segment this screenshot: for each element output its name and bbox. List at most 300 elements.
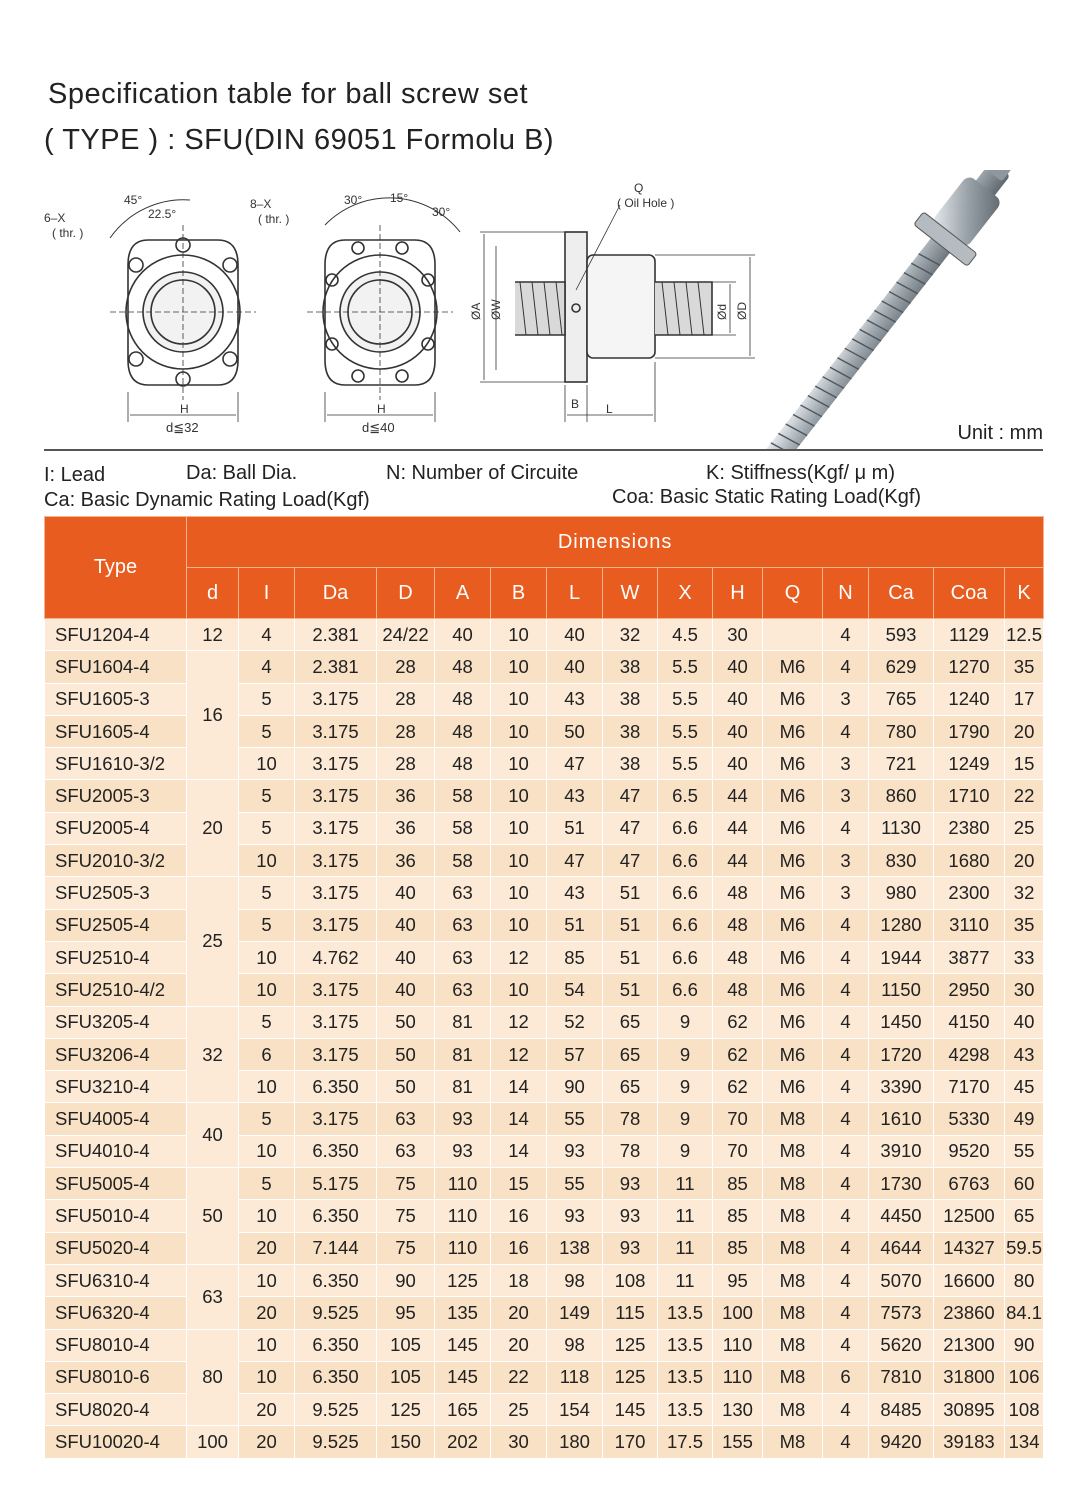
value-cell: 50: [377, 1038, 435, 1070]
type-cell: SFU1610-3/2: [45, 748, 187, 780]
label-thr-b: ( thr. ): [258, 212, 290, 226]
table-row: [45, 1264, 1044, 1296]
value-cell: 25: [491, 1394, 547, 1426]
value-cell: 7573: [869, 1297, 934, 1329]
value-cell: 10: [491, 974, 547, 1006]
value-cell: 5.5: [658, 715, 713, 747]
value-cell: 6.6: [658, 845, 713, 877]
value-cell: 63: [435, 974, 491, 1006]
value-cell: 6.350: [295, 1071, 377, 1103]
value-cell: 3110: [934, 909, 1005, 941]
value-cell: 45: [1005, 1071, 1044, 1103]
d-cell: 12: [187, 619, 239, 651]
value-cell: M6: [763, 812, 823, 844]
type-cell: SFU2510-4/2: [45, 974, 187, 1006]
column-header: Da: [295, 568, 377, 619]
d-cell: 40: [187, 1103, 239, 1168]
value-cell: M8: [763, 1264, 823, 1296]
value-cell: 90: [377, 1264, 435, 1296]
value-cell: 6.5: [658, 780, 713, 812]
table-row: [45, 1426, 1044, 1458]
value-cell: 35: [1005, 909, 1044, 941]
column-header: N: [823, 568, 869, 619]
value-cell: 10: [239, 1264, 295, 1296]
value-cell: 20: [491, 1297, 547, 1329]
value-cell: 10: [491, 748, 547, 780]
value-cell: 5: [239, 683, 295, 715]
dim-phi-a: ØA: [469, 302, 483, 320]
value-cell: 43: [547, 877, 603, 909]
value-cell: 40: [713, 748, 763, 780]
dim-b: B: [571, 397, 580, 411]
value-cell: 9: [658, 1103, 713, 1135]
value-cell: 48: [435, 748, 491, 780]
value-cell: 105: [377, 1329, 435, 1361]
value-cell: 5: [239, 715, 295, 747]
value-cell: 5: [239, 812, 295, 844]
type-cell: SFU5010-4: [45, 1200, 187, 1232]
value-cell: 14: [491, 1135, 547, 1167]
value-cell: 8485: [869, 1394, 934, 1426]
value-cell: 18: [491, 1264, 547, 1296]
column-header: d: [187, 568, 239, 619]
value-cell: 48: [713, 974, 763, 1006]
value-cell: 10: [239, 1071, 295, 1103]
value-cell: 3: [823, 748, 869, 780]
value-cell: 9: [658, 1071, 713, 1103]
value-cell: 3.175: [295, 877, 377, 909]
value-cell: 55: [1005, 1135, 1044, 1167]
angle-22-5: 22.5°: [148, 207, 177, 221]
value-cell: 125: [603, 1361, 658, 1393]
value-cell: 81: [435, 1071, 491, 1103]
type-cell: SFU10020-4: [45, 1426, 187, 1458]
value-cell: M8: [763, 1361, 823, 1393]
legend-lead: I: Lead: [44, 464, 106, 486]
value-cell: 105: [377, 1361, 435, 1393]
value-cell: M8: [763, 1103, 823, 1135]
value-cell: 4644: [869, 1232, 934, 1264]
value-cell: M6: [763, 941, 823, 973]
value-cell: 1680: [934, 845, 1005, 877]
unit-label: Unit : mm: [957, 422, 1043, 444]
value-cell: 4: [823, 1038, 869, 1070]
value-cell: 43: [1005, 1038, 1044, 1070]
type-cell: SFU5005-4: [45, 1168, 187, 1200]
value-cell: 58: [435, 812, 491, 844]
type-cell: SFU2005-3: [45, 780, 187, 812]
value-cell: 85: [713, 1168, 763, 1200]
value-cell: 118: [547, 1361, 603, 1393]
page-title: Specification table for ball screw set: [48, 78, 528, 110]
label-6x: 6–X: [44, 211, 66, 225]
value-cell: 12: [491, 1038, 547, 1070]
value-cell: 5: [239, 1006, 295, 1038]
label-q: Q: [634, 181, 644, 195]
value-cell: 49: [1005, 1103, 1044, 1135]
column-header: A: [435, 568, 491, 619]
value-cell: 40: [547, 619, 603, 651]
type-cell: SFU2510-4: [45, 941, 187, 973]
type-cell: SFU3206-4: [45, 1038, 187, 1070]
value-cell: 80: [1005, 1264, 1044, 1296]
value-cell: 110: [713, 1361, 763, 1393]
d-cell: 16: [187, 651, 239, 780]
value-cell: 10: [491, 683, 547, 715]
value-cell: 20: [239, 1394, 295, 1426]
value-cell: 9: [658, 1006, 713, 1038]
value-cell: 55: [547, 1103, 603, 1135]
value-cell: 3.175: [295, 748, 377, 780]
value-cell: 12500: [934, 1200, 1005, 1232]
value-cell: 4: [823, 1264, 869, 1296]
value-cell: 10: [491, 877, 547, 909]
value-cell: 28: [377, 715, 435, 747]
dim-l: L: [606, 402, 613, 416]
value-cell: 32: [1005, 877, 1044, 909]
value-cell: 85: [713, 1200, 763, 1232]
value-cell: 35: [1005, 651, 1044, 683]
value-cell: 48: [435, 715, 491, 747]
value-cell: 4: [823, 1006, 869, 1038]
value-cell: M6: [763, 748, 823, 780]
column-header: Coa: [934, 568, 1005, 619]
value-cell: 4: [823, 1394, 869, 1426]
value-cell: 15: [491, 1168, 547, 1200]
value-cell: 75: [377, 1200, 435, 1232]
value-cell: 721: [869, 748, 934, 780]
value-cell: 65: [1005, 1200, 1044, 1232]
type-cell: SFU1604-4: [45, 651, 187, 683]
angle-45: 45°: [124, 193, 143, 207]
value-cell: 93: [547, 1135, 603, 1167]
value-cell: 6: [823, 1361, 869, 1393]
value-cell: 93: [603, 1200, 658, 1232]
value-cell: 13.5: [658, 1361, 713, 1393]
value-cell: 4: [823, 1426, 869, 1458]
value-cell: 6.6: [658, 812, 713, 844]
value-cell: 65: [603, 1071, 658, 1103]
value-cell: 20: [491, 1329, 547, 1361]
value-cell: 47: [603, 812, 658, 844]
value-cell: 155: [713, 1426, 763, 1458]
type-cell: SFU8020-4: [45, 1394, 187, 1426]
value-cell: 10: [239, 845, 295, 877]
d-cell: 32: [187, 1006, 239, 1103]
value-cell: 17: [1005, 683, 1044, 715]
value-cell: 13.5: [658, 1394, 713, 1426]
value-cell: 78: [603, 1103, 658, 1135]
value-cell: 93: [603, 1232, 658, 1264]
type-cell: SFU3210-4: [45, 1071, 187, 1103]
value-cell: 138: [547, 1232, 603, 1264]
value-cell: 4: [823, 1168, 869, 1200]
value-cell: 36: [377, 780, 435, 812]
value-cell: 108: [1005, 1394, 1044, 1426]
value-cell: 10: [239, 1200, 295, 1232]
type-header: Type: [45, 517, 187, 619]
value-cell: 134: [1005, 1426, 1044, 1458]
value-cell: 9420: [869, 1426, 934, 1458]
value-cell: 5.5: [658, 748, 713, 780]
ball-screw-photo: [722, 170, 1059, 450]
value-cell: 75: [377, 1168, 435, 1200]
value-cell: 9: [658, 1038, 713, 1070]
value-cell: 52: [547, 1006, 603, 1038]
table-row: [45, 1168, 1044, 1200]
value-cell: 4: [823, 812, 869, 844]
value-cell: 5620: [869, 1329, 934, 1361]
value-cell: 6.6: [658, 941, 713, 973]
column-header: K: [1005, 568, 1044, 619]
value-cell: 28: [377, 683, 435, 715]
value-cell: 62: [713, 1006, 763, 1038]
value-cell: 9520: [934, 1135, 1005, 1167]
value-cell: 65: [603, 1038, 658, 1070]
spec-table: [44, 516, 1044, 1459]
legend-static-load: Coa: Basic Static Rating Load(Kgf): [612, 486, 922, 508]
value-cell: 154: [547, 1394, 603, 1426]
value-cell: 9.525: [295, 1426, 377, 1458]
value-cell: 1730: [869, 1168, 934, 1200]
value-cell: 36: [377, 812, 435, 844]
value-cell: 81: [435, 1006, 491, 1038]
value-cell: 44: [713, 780, 763, 812]
value-cell: 47: [547, 748, 603, 780]
value-cell: 31800: [934, 1361, 1005, 1393]
value-cell: 28: [377, 651, 435, 683]
value-cell: 4: [823, 1071, 869, 1103]
value-cell: 47: [603, 845, 658, 877]
value-cell: 90: [1005, 1329, 1044, 1361]
value-cell: 1280: [869, 909, 934, 941]
value-cell: 58: [435, 845, 491, 877]
value-cell: 14: [491, 1103, 547, 1135]
value-cell: 48: [713, 877, 763, 909]
value-cell: 3: [823, 877, 869, 909]
value-cell: 4: [823, 1297, 869, 1329]
value-cell: 50: [547, 715, 603, 747]
value-cell: 4: [823, 1135, 869, 1167]
value-cell: 12: [491, 1006, 547, 1038]
value-cell: M6: [763, 1006, 823, 1038]
value-cell: M6: [763, 683, 823, 715]
value-cell: 2300: [934, 877, 1005, 909]
value-cell: 4.5: [658, 619, 713, 651]
value-cell: 63: [377, 1103, 435, 1135]
d-cell: 63: [187, 1264, 239, 1329]
value-cell: 47: [547, 845, 603, 877]
value-cell: 90: [547, 1071, 603, 1103]
value-cell: 4: [239, 619, 295, 651]
value-cell: 62: [713, 1071, 763, 1103]
type-subtitle: ( TYPE ) : SFU(DIN 69051 Formolu B): [44, 124, 555, 156]
value-cell: 43: [547, 683, 603, 715]
value-cell: 5.5: [658, 683, 713, 715]
column-header: Ca: [869, 568, 934, 619]
value-cell: 93: [547, 1200, 603, 1232]
value-cell: 765: [869, 683, 934, 715]
value-cell: 51: [603, 974, 658, 1006]
value-cell: 3877: [934, 941, 1005, 973]
value-cell: 170: [603, 1426, 658, 1458]
value-cell: 6.6: [658, 974, 713, 1006]
value-cell: 20: [239, 1232, 295, 1264]
type-cell: SFU6320-4: [45, 1297, 187, 1329]
value-cell: 28: [377, 748, 435, 780]
legend-stiffness: K: Stiffness(Kgf/ μ m): [706, 462, 895, 484]
value-cell: 10: [491, 619, 547, 651]
value-cell: 40: [713, 683, 763, 715]
value-cell: 20: [239, 1297, 295, 1329]
value-cell: 149: [547, 1297, 603, 1329]
value-cell: 43: [547, 780, 603, 812]
value-cell: 6.350: [295, 1329, 377, 1361]
table-row: [45, 780, 1044, 812]
value-cell: 95: [377, 1297, 435, 1329]
type-cell: SFU8010-4: [45, 1329, 187, 1361]
value-cell: 51: [603, 877, 658, 909]
dim-h-a: H: [180, 402, 189, 416]
value-cell: 40: [377, 877, 435, 909]
value-cell: 106: [1005, 1361, 1044, 1393]
value-cell: 15: [1005, 748, 1044, 780]
table-row: [45, 619, 1044, 651]
value-cell: M6: [763, 1071, 823, 1103]
value-cell: 4: [823, 1329, 869, 1361]
value-cell: 40: [435, 619, 491, 651]
value-cell: 5070: [869, 1264, 934, 1296]
value-cell: 1130: [869, 812, 934, 844]
value-cell: 5: [239, 780, 295, 812]
value-cell: 4: [823, 1232, 869, 1264]
value-cell: 6.350: [295, 1200, 377, 1232]
value-cell: 30: [1005, 974, 1044, 1006]
value-cell: 115: [603, 1297, 658, 1329]
value-cell: 11: [658, 1200, 713, 1232]
type-cell: SFU2010-3/2: [45, 845, 187, 877]
value-cell: 58: [435, 780, 491, 812]
value-cell: 4: [823, 1103, 869, 1135]
value-cell: M8: [763, 1329, 823, 1361]
value-cell: 6: [239, 1038, 295, 1070]
value-cell: 145: [603, 1394, 658, 1426]
value-cell: 3.175: [295, 812, 377, 844]
value-cell: 3: [823, 780, 869, 812]
value-cell: 48: [435, 683, 491, 715]
flange-drawing-8-hole: [307, 198, 460, 422]
dimensions-header: Dimensions: [187, 517, 1044, 568]
value-cell: 40: [377, 909, 435, 941]
value-cell: 2.381: [295, 651, 377, 683]
value-cell: 25: [1005, 812, 1044, 844]
type-cell: SFU2005-4: [45, 812, 187, 844]
value-cell: M8: [763, 1297, 823, 1329]
value-cell: 51: [547, 909, 603, 941]
angle-15: 15°: [390, 191, 409, 205]
value-cell: 3: [823, 683, 869, 715]
value-cell: 48: [713, 941, 763, 973]
value-cell: 51: [547, 812, 603, 844]
value-cell: 145: [435, 1361, 491, 1393]
value-cell: 1944: [869, 941, 934, 973]
value-cell: 3.175: [295, 715, 377, 747]
value-cell: 85: [713, 1232, 763, 1264]
value-cell: 10: [491, 780, 547, 812]
value-cell: 6.6: [658, 877, 713, 909]
value-cell: 98: [547, 1264, 603, 1296]
type-cell: SFU5020-4: [45, 1232, 187, 1264]
value-cell: 63: [435, 909, 491, 941]
value-cell: 14327: [934, 1232, 1005, 1264]
value-cell: 7810: [869, 1361, 934, 1393]
value-cell: 5: [239, 1103, 295, 1135]
value-cell: M6: [763, 909, 823, 941]
value-cell: 5.5: [658, 651, 713, 683]
value-cell: 98: [547, 1329, 603, 1361]
value-cell: 78: [603, 1135, 658, 1167]
value-cell: 13.5: [658, 1329, 713, 1361]
type-cell: SFU3205-4: [45, 1006, 187, 1038]
type-cell: SFU4005-4: [45, 1103, 187, 1135]
value-cell: 7.144: [295, 1232, 377, 1264]
technical-drawings: [0, 170, 1091, 450]
value-cell: 21300: [934, 1329, 1005, 1361]
column-header: B: [491, 568, 547, 619]
value-cell: M6: [763, 651, 823, 683]
value-cell: 10: [239, 1135, 295, 1167]
value-cell: 593: [869, 619, 934, 651]
value-cell: 30: [713, 619, 763, 651]
value-cell: 62: [713, 1038, 763, 1070]
value-cell: 1610: [869, 1103, 934, 1135]
value-cell: 1270: [934, 651, 1005, 683]
value-cell: 9.525: [295, 1394, 377, 1426]
value-cell: 1790: [934, 715, 1005, 747]
value-cell: [763, 619, 823, 651]
value-cell: 40: [377, 941, 435, 973]
value-cell: 1129: [934, 619, 1005, 651]
column-header: Q: [763, 568, 823, 619]
value-cell: 93: [603, 1168, 658, 1200]
value-cell: 110: [435, 1200, 491, 1232]
value-cell: 110: [713, 1329, 763, 1361]
value-cell: 9: [658, 1135, 713, 1167]
angle-30-left: 30°: [344, 193, 363, 207]
value-cell: 3: [823, 845, 869, 877]
value-cell: 5: [239, 877, 295, 909]
value-cell: 3910: [869, 1135, 934, 1167]
value-cell: 780: [869, 715, 934, 747]
d-cell: 100: [187, 1426, 239, 1458]
value-cell: 3.175: [295, 780, 377, 812]
value-cell: 3.175: [295, 909, 377, 941]
value-cell: 38: [603, 748, 658, 780]
value-cell: 7170: [934, 1071, 1005, 1103]
value-cell: 40: [547, 651, 603, 683]
column-header: X: [658, 568, 713, 619]
value-cell: 202: [435, 1426, 491, 1458]
column-header: W: [603, 568, 658, 619]
value-cell: 50: [377, 1071, 435, 1103]
value-cell: 4.762: [295, 941, 377, 973]
table-row: [45, 1103, 1044, 1135]
value-cell: 70: [713, 1135, 763, 1167]
value-cell: M6: [763, 1038, 823, 1070]
value-cell: 1150: [869, 974, 934, 1006]
legend-ball-dia: Da: Ball Dia.: [186, 462, 298, 484]
value-cell: 1720: [869, 1038, 934, 1070]
